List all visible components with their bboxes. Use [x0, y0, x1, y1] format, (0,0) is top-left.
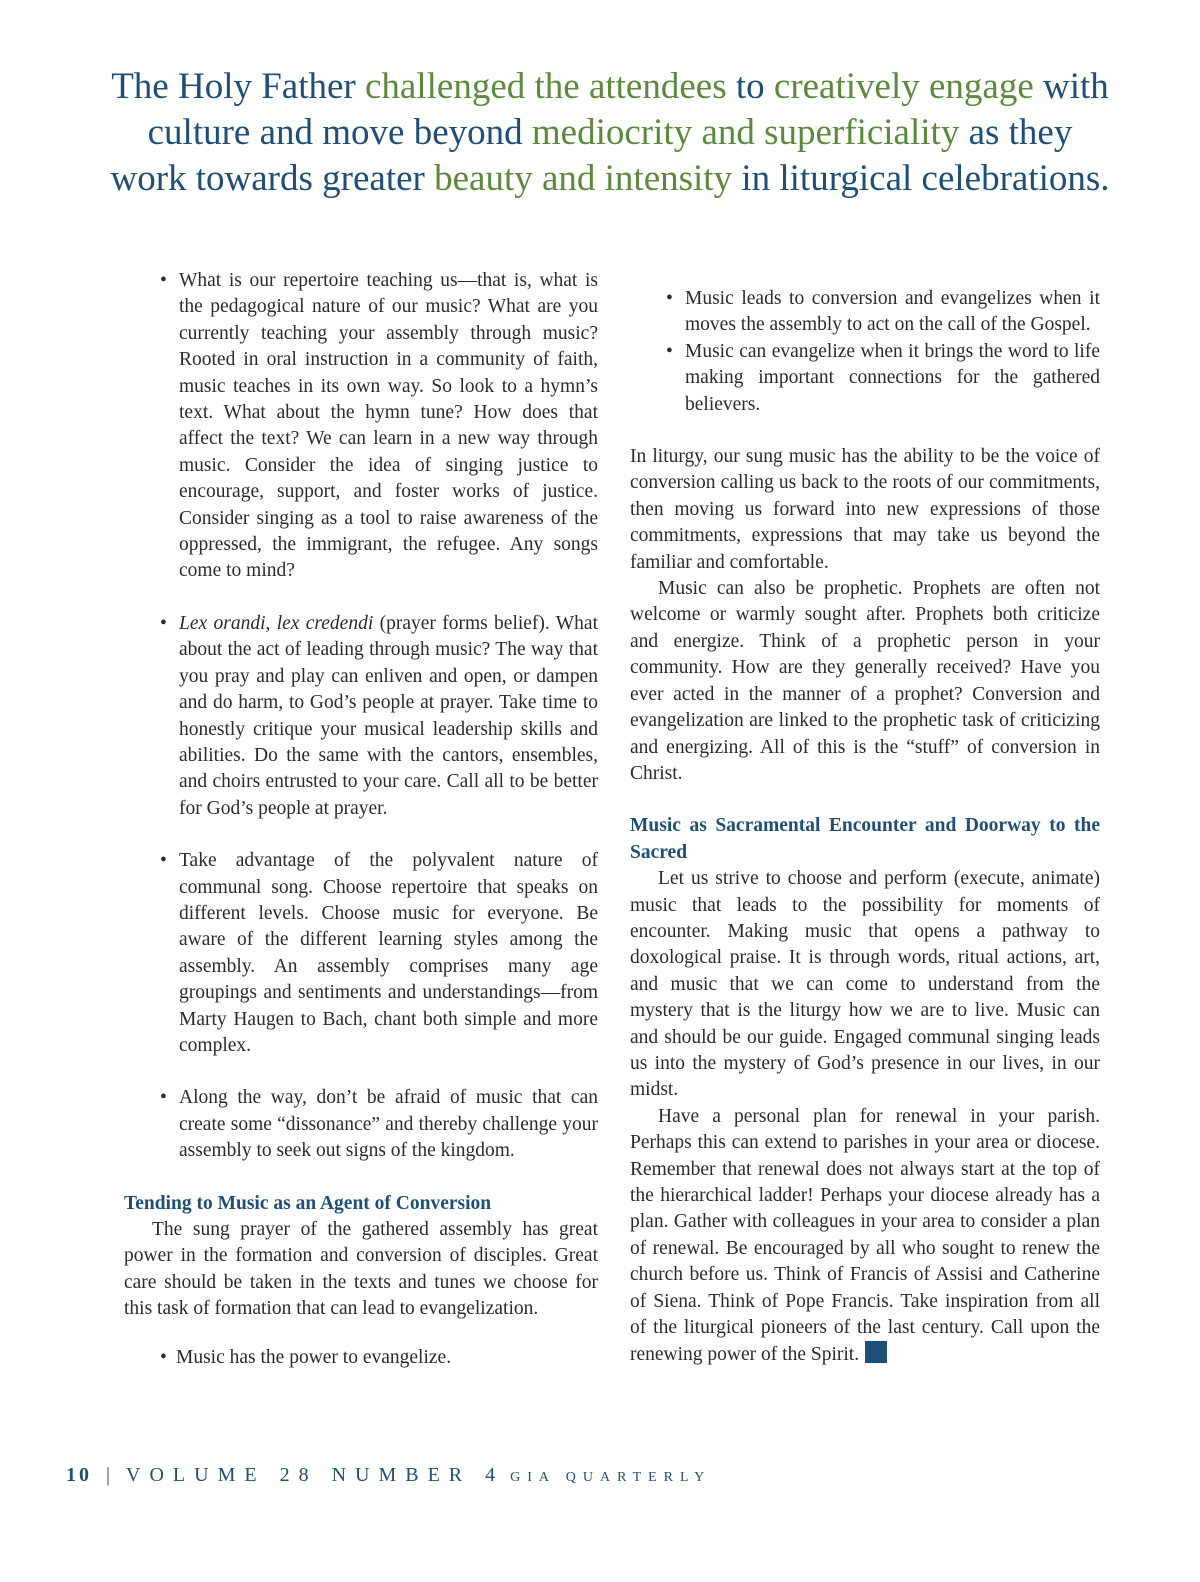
bullet-item [124, 611, 598, 822]
sub-bullet-list [124, 1345, 598, 1371]
end-mark-icon [865, 1341, 887, 1363]
bullet-list [124, 268, 598, 1165]
footer-separator: | [106, 1464, 111, 1486]
body-paragraph: The sung prayer of the gathered assembly has great power in the formation and conversion of disciples. Great care should be taken in the texts and tunes we choose for this task of formation that can lead to evangelization. [124, 1219, 598, 1320]
body-paragraph [630, 1104, 1100, 1369]
body-paragraph: Music can also be prophetic. Prophets are often not welcome or warmly sought after. Prophets both criticize and energize. Think of a prophetic person in your community. How are they generally received? Have you ever acted in the manner of a prophet? Conversion and evangelization are linked to the prophetic task of criticizing and energizing. All of this is the “stuff” of conversion in Christ. [630, 578, 1100, 784]
bullet-item: • Take advantage of the polyvalent nature of communal song. Choose repertoire that speaks on different levels. Choose music for everyone. Be aware of the different learning styles among the assembly. An assembly comprises many age groupings and sentiments and understandings—from Marty Haugen to Bach, chant both simple and more complex. [124, 848, 598, 1059]
bullet-item: • Music has the power to evangelize. [124, 1345, 598, 1371]
bullet-item: • What is our repertoire teaching us—that is, what is the pedagogical nature of our music? What are you currently teaching your assembly through music? Rooted in oral instruction in a community of faith, music teaches in its own way. So look to a hymn’s text. What about the hymn tune? How does that affect the text? We can learn in a new way through music. Consider the idea of singing justice to encourage, support, and foster works of justice. Consider singing as a tool to raise awareness of the oppressed, the immigrant, the refugee. Any songs come to mind? [124, 268, 598, 585]
latin-phrase: Lex orandi, lex credendi [179, 612, 374, 634]
pull-quote-text: The Holy Father [111, 66, 365, 107]
magazine-name: GIA QUARTERLY [510, 1470, 712, 1485]
bullet-text: (prayer forms belief). What about the act of leading through music? The way that you pray and play can enliven and open, or dampen and do harm, to God’s people at prayer. Take time to honestly critique your musical leadership skills and abilities. Do the same with the cantors, ensembles, and choirs entrusted to your care. Call all to be better for God’s people at prayer. [179, 612, 599, 819]
pull-quote-text: in liturgical celebrations. [732, 158, 1110, 199]
pull-quote-highlight: beauty and intensity [434, 158, 733, 199]
bullet-list [630, 286, 1100, 418]
pull-quote [110, 64, 1110, 202]
bullet-item: • Music leads to conversion and evangelizes when it moves the assembly to act on the call of the Gospel. [630, 286, 1100, 339]
page-number: 10 [66, 1464, 92, 1486]
page-footer [66, 1464, 711, 1487]
pull-quote-highlight: mediocrity and superficiality [531, 112, 960, 153]
right-column [630, 268, 1100, 1369]
body-paragraph: In liturgy, our sung music has the ability to be the voice of conversion calling us back to the roots of our commitments, then moving us forward into new expressions of those commitments, expressions that may take us beyond the familiar and comfortable. [630, 446, 1100, 573]
paragraph-text: Have a personal plan for renewal in your parish. Perhaps this can extend to parishes in your area or diocese. Remember that renewal does not always start at the top of the hierarchical ladder! Perhaps your diocese already has a plan. Gather with colleagues in your area to consider a plan of renewal. Be encouraged by all who sought to renew the church before us. Think of Francis of Assisi and Catherine of Siena. Think of Pope Francis. Take inspiration from all of the liturgical pioneers of the last century. Call upon the renewing power of the Spirit. [630, 1105, 1100, 1366]
volume-label: VOLUME 28 NUMBER 4 [126, 1464, 505, 1486]
section-heading: Tending to Music as an Agent of Conversion [124, 1192, 492, 1214]
left-column [124, 268, 598, 1371]
section-heading: Music as Sacramental Encounter and Doorway to the Sacred [630, 815, 1100, 863]
pull-quote-highlight: challenged the attendees [365, 66, 727, 107]
bullet-item: • Along the way, don’t be afraid of music that can create some “dissonance” and thereby challenge your assembly to seek out signs of the kingdom. [124, 1085, 598, 1164]
pull-quote-text: as they work towards greater [110, 112, 1073, 199]
pull-quote-highlight: creatively engage [773, 66, 1034, 107]
bullet-item: • Music can evangelize when it brings the word to life making important connections for the gathered believers. [630, 339, 1100, 418]
pull-quote-text: to [726, 66, 774, 107]
pull-quote-text: with culture and move beyond [147, 66, 1109, 153]
body-paragraph: Let us strive to choose and perform (execute, animate) music that leads to the possibility for moments of encounter. Making music that opens a pathway to doxological praise. It is through words, ritual actions, art, and music that we can come to understand from the mystery that is the liturgy how we are to live. Music can and should be our guide. Engaged communal singing leads us into the mystery of God’s presence in our lives, in our midst. [630, 868, 1100, 1101]
